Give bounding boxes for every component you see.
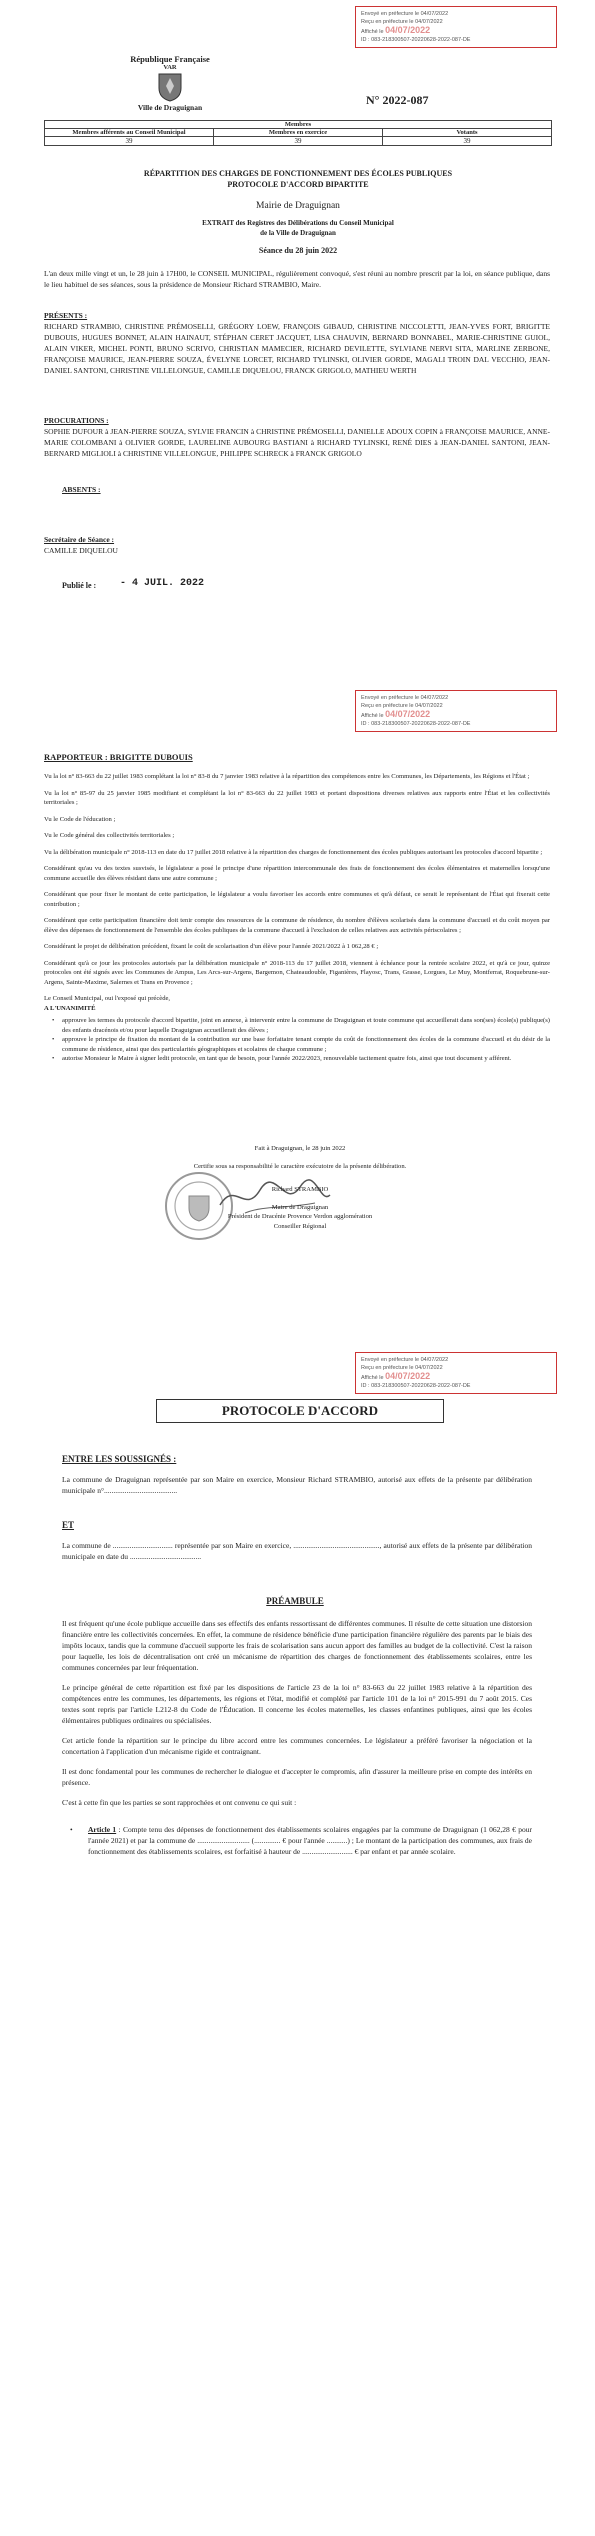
stamp-line: Affiché le (361, 29, 384, 35)
preambule-paragraph: Il est fréquent qu'une école publique accueille dans ses effectifs des enfants ressortissant de différentes communes. Il résulte de cette situation une distorsion financière entre les collectivités concernées. En effet, la commune de résidence bénéficie d'une participation financière régulière des parents par le biais des impôts locaux, tandis que la commune d'accueil supporte les frais de scolarisation sans aucun apport des familles au budget de la collectivité. C'est la raison pour laquelle, les lois de décentralisation ont créé un mécanisme de répartition des charges de fonctionnement des établissements scolaires, entre les communes concernées par leur fréquentation. (62, 1619, 532, 1672)
considerant-paragraph: Considérant le projet de délibération précédent, fixant le coût de scolarisation d'un élève pour l'année 2021/2022 à 1 062,28 € ; (44, 943, 379, 950)
stamp-line: ID : 083-218300507-20220628-2022-087-DE (361, 1383, 471, 1389)
et-label: ET (62, 1520, 75, 1530)
preambule-paragraph: Il est donc fondamental pour les communes de rechercher le dialogue et d'accepter le compromis, afin d'assurer la meilleure prise en compte des intérêts en présence. (62, 1767, 532, 1787)
signature-block (170, 1185, 430, 1231)
preambule-label: PRÉAMBULE (266, 1596, 324, 1606)
extrait-line: de la Ville de Draguignan (260, 229, 336, 237)
doc-title-line: PROTOCOLE D'ACCORD BIPARTITE (227, 180, 369, 189)
stamp-line: Reçu en préfecture le 04/07/2022 (361, 19, 443, 25)
preambule-block (62, 1618, 532, 1857)
decision-item: • approuve le principe de fixation du montant de la contribution sur une base forfaitaire tenant compte du coût de fonctionnement des écoles de la commune d'accueil et du désir de la commune de résidence, ainsi que des particularités géographiques et scolaires de chaque commune ; (44, 1035, 550, 1054)
mairie-label: Mairie de Draguignan (256, 201, 340, 211)
signer-name: Richard STRAMBIO (271, 1186, 329, 1193)
certifie-line: Certifie sous sa responsabilité le caractère exécutoire de la présente délibération. (193, 1163, 407, 1170)
considerants-block (44, 772, 550, 1064)
considerant-paragraph: Considérant qu'au vu des textes susvisés, le législateur a posé le principe d'une répartition intercommunale des frais de fonctionnement des écoles élémentaires et maternelles lorsqu'une commune accueille des élèves résidant dans une autre commune ; (44, 865, 550, 882)
unanimite-label: A L'UNANIMITÉ (44, 1004, 96, 1012)
stamp-date: 04/07/2022 (385, 1371, 431, 1381)
preambule-paragraph: C'est à cette fin que les parties se sont rapprochées et ont convenu ce qui suit : (62, 1798, 297, 1807)
stamp-line: ID : 083-218300507-20220628-2022-087-DE (361, 721, 471, 727)
procurations-label: PROCURATIONS : (44, 416, 109, 425)
considerant-paragraph: Considérant qu'à ce jour les protocoles autorisés par la délibération municipale n° 2018-113 du 17 juillet 2018, viennent à échéance pour la rentrée scolaire 2022, et qu'à ce jour, quinze protocoles ont été signés avec les Communes de Ampus, Les Arcs-sur-Argens, Bargemon, Chateaudouble, Figanières, Flayosc, Trans, Grasse, Lorgues, Le Muy, Montferrat, Roquebrune-sur-Argens, Sainte-Maxime, Salernes et Trans en Provence ; (44, 959, 550, 986)
et-text: La commune de ................................ représentée par son Maire en exercice, .............................................., autorisé aux effets de la présente par délibération municipale en date du ...................................... (62, 1541, 532, 1561)
presents-label: PRÉSENTS : (44, 311, 88, 320)
republic-label: République Française (130, 54, 210, 64)
considerant-paragraph: Considérant que pour fixer le montant de cette participation, le législateur a voulu favoriser les accords entre communes et qu'à défaut, ce serait le représentant de l'État qui fixerait cette contribution ; (44, 891, 550, 908)
preambule-paragraph: Cet article fonde la répartition sur le principe du libre accord entre les communes concernées. Le législateur a préféré favoriser la négociation et la concertation à l'application d'un mécanisme rigide et contraignant. (62, 1736, 532, 1756)
members-header: Membres afférents au Conseil Municipal (44, 128, 214, 137)
stamp-date: 04/07/2022 (385, 25, 431, 35)
prefecture-stamp-1 (355, 6, 557, 48)
protocol-title: PROTOCOLE D'ACCORD (156, 1399, 444, 1423)
intro-paragraph: L'an deux mille vingt et un, le 28 juin à 17H00, le CONSEIL MUNICIPAL, régulièrement convoqué, s'est réuni au nombre prescrit par la loi, en séance publique, dans le lieu habituel de ses séances, sous la présidence de Monsieur Richard STRAMBIO, Maire. (44, 269, 550, 289)
rapporteur-label: RAPPORTEUR : BRIGITTE DUBOUIS (44, 752, 193, 762)
members-value: 39 (44, 137, 214, 146)
stamp-line: ID : 083-218300507-20220628-2022-087-DE (361, 37, 471, 43)
members-value: 39 (214, 137, 383, 146)
stamp-line: Reçu en préfecture le 04/07/2022 (361, 703, 443, 709)
absents-label: ABSENTS : (62, 485, 101, 494)
entre-text: La commune de Draguignan représentée par son Maire en exercice, Monsieur Richard STRAMBIO, autorisé aux effets de la présente par délibération municipale n°....................................... (62, 1475, 532, 1495)
members-header: Membres en exercice (214, 128, 383, 137)
signer-title: Président de Dracénie Provence Verdon agglomération (227, 1213, 373, 1220)
members-value: 39 (383, 137, 552, 146)
deliberation-number: N° 2022-087 (366, 93, 429, 107)
prefecture-stamp-3 (355, 1352, 557, 1394)
stamp-line: Affiché le (361, 1375, 384, 1381)
fait-line: Fait à Draguignan, le 28 juin 2022 (254, 1145, 346, 1152)
stamp-date: 04/07/2022 (385, 709, 431, 719)
doc-title (44, 168, 552, 190)
considerant-paragraph: Vu la délibération municipale n° 2018-113 en date du 17 juillet 2018 relative à la répartition des charges de fonctionnement des écoles publiques autorisant les protocoles d'accord bipartite ; (44, 848, 543, 856)
signer-title: Conseiller Régional (273, 1222, 327, 1230)
members-header: Votants (383, 128, 552, 137)
considerant-paragraph: Vu le Code général des collectivités territoriales ; (44, 832, 175, 839)
article-1-text: : Compte tenu des dépenses de fonctionnement des établissements scolaires engagées par la commune de Draguignan (1 062,28 € pour l'année 2021) et par la commune de ............................ (.............. € pour l'année ...........) ; Le montant de la participation des communes, aux frais de fonctionnement des établissements scolaires, est forfaitisé à hauteur de ........................... € par enfant et par année scolaire. (88, 1825, 532, 1856)
stamp-line: Envoyé en préfecture le 04/07/2022 (361, 11, 449, 17)
considerant-paragraph: Considérant que cette participation financière doit tenir compte des ressources de la commune de résidence, du nombre d'élèves scolarisés dans la commune d'accueil et du coût moyen par élève des dépenses de fonctionnement de l'ensemble des écoles publiques de la commune d'accueil à l'exclusion de celles relatives aux activités périscolaires ; (44, 917, 550, 934)
var-label: VAR (163, 64, 177, 71)
article-1 (62, 1824, 532, 1857)
seance-date: Séance du 28 juin 2022 (258, 246, 338, 255)
stamp-line: Affiché le (361, 713, 384, 719)
article-1-label: Article 1 (88, 1825, 117, 1834)
members-title: Membres (44, 120, 552, 128)
city-crest-icon (157, 72, 183, 102)
header-block (100, 54, 240, 112)
signer-title: Maire de Draguignan (271, 1203, 329, 1211)
doc-title-line: RÉPARTITION DES CHARGES DE FONCTIONNEMENT DES ÉCOLES PUBLIQUES (143, 169, 453, 178)
preambule-paragraph: Le principe général de cette répartition est fixé par les dispositions de l'article 23 de la loi n° 83-663 du 22 juillet 1983 relative à la répartition des compétences entre les communes, les départements, les régions et l'état, modifié et complété par l'article 101 de la loi n° 2015-991 du 7 août 2015. Ces textes sont repris par l'article L212-8 du Code de l'Éducation. Il concerne les écoles maternelles, les classes enfantines publiques, ainsi que les écoles élémentaires publiques ordinaires ou spécialisées. (62, 1683, 532, 1725)
secretaire-label: Secrétaire de Séance : (44, 535, 115, 544)
page-gap (0, 640, 595, 688)
stamp-line: Envoyé en préfecture le 04/07/2022 (361, 695, 449, 701)
presents-list: RICHARD STRAMBIO, CHRISTINE PRÉMOSELLI, GRÉGORY LOEW, FRANÇOIS GIBAUD, CHRISTINE NICCOLETTI, JEAN-YVES FORT, BRIGITTE DUBOUIS, HUGUES BONNET, ALAIN HAINAUT, STÉPHAN CERET JACQUET, LISA CHAUVIN, BERNARD BONNABEL, MARIE-CHRISTINE GUIOL, ALAIN VIKER, MICHEL PONTI, BRUNO SCRIVO, CHRISTIAN MAMECIER, RICHARD DEVILETTE, SYLVIANE NERVI SITA, MARLINE ZERBONE, FRANÇOISE MAURICE, JEAN-PIERRE SOUZA, ÉVELYNE LORCET, RICHARD TYLINSKI, OLIVIER GORDE, MAGALI TROIN DAL VECCHIO, JEAN-DANIEL SANTONI, CHRISTINE VILLELONGUE, CAMILLE DIQUELOU, FRANCK GRIGOLO, MATHIEU WERTH (44, 322, 550, 375)
conseil-line: Le Conseil Municipal, oui l'exposé qui précède, (44, 995, 171, 1002)
stamp-line: Reçu en préfecture le 04/07/2022 (361, 1365, 443, 1371)
decision-item: • autorise Monsieur le Maire à signer ledit protocole, en tant que de besoin, pour l'année 2022/2023, renouvelable tacitement quatre fois, ainsi que tout document y afférent. (44, 1054, 550, 1064)
entre-label: ENTRE LES SOUSSIGNÉS : (62, 1454, 177, 1464)
extrait-block (44, 218, 552, 238)
considerant-paragraph: Vu la loi n° 85-97 du 25 janvier 1985 modifiant et complétant la loi n° 83-663 du 22 juillet 1983 et portant dispositions diverses relatives aux rapports entre l'État et les collectivités territoriales ; (44, 789, 550, 806)
city-label: Ville de Draguignan (137, 103, 203, 112)
publie-date: - 4 JUIL. 2022 (120, 578, 205, 589)
secretaire-name: CAMILLE DIQUELOU (44, 546, 118, 555)
considerant-paragraph: Vu la loi n° 83-663 du 22 juillet 1983 complétant la loi n° 83-8 du 7 janvier 1983 relative à la répartition des compétences entre les Communes, les Départements, les Régions et l'État ; (44, 773, 530, 780)
publie-label: Publié le : (62, 581, 97, 590)
extrait-line: EXTRAIT des Registres des Délibérations du Conseil Municipal (202, 219, 394, 227)
members-value-row (44, 137, 552, 146)
members-header-row (44, 128, 552, 137)
procurations-list: SOPHIE DUFOUR à JEAN-PIERRE SOUZA, SYLVIE FRANCIN à CHRISTINE PRÉMOSELLI, DANIELLE ADOUX COPIN à FRANÇOISE MAURICE, ANNE-MARIE COLOMBANI à OLIVIER GORDE, LAURELINE AUBOURG BASTIANI à RICHARD TYLINSKI, RENÉ DIES à JEAN-DANIEL SANTONI, JEAN-BERNARD MIGLIOLI à CHRISTINE VILLELONGUE, PHILIPPE SCHRECK à FRANCK GRIGOLO (44, 427, 550, 458)
decision-item: • approuve les termes du protocole d'accord bipartite, joint en annexe, à intervenir entre la commune de Draguignan et toute commune qui accueillerait dans son(ses) école(s) publique(s) des enfants dracénois et/ou pour laquelle Draguignan accueillerait des élèves ; (44, 1016, 550, 1035)
considerant-paragraph: Vu le Code de l'éducation ; (44, 815, 116, 823)
members-table (44, 120, 552, 146)
prefecture-stamp-2 (355, 690, 557, 732)
stamp-line: Envoyé en préfecture le 04/07/2022 (361, 1357, 449, 1363)
